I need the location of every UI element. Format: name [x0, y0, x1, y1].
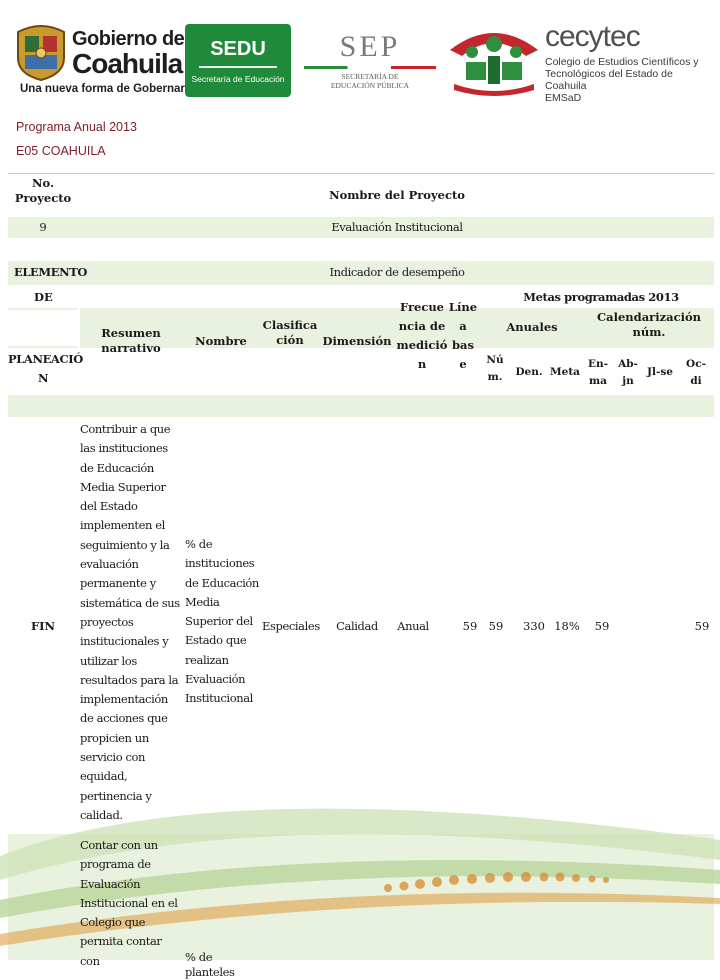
elemento-label: ELEMENTO	[14, 265, 87, 279]
elemento-gap	[8, 310, 78, 346]
row-clasificacion: Especiales	[262, 619, 320, 633]
oc-di-header: Oc- di	[686, 358, 706, 387]
ab-jn-header: Ab- jn	[618, 358, 638, 387]
row-resumen: Contribuir a que las instituciones de Educación Media Superior del Estado implementen el seguimiento y la evaluación permanente y sistemática de sus proyectos institucionales y utilizar los resultados para la implementación de acciones que propicien un servicio con equidad, pertinencia y calidad.	[80, 422, 180, 822]
row-2-resumen: Contar con un programa de Evaluación Institucional en el Colegio que permita contar con	[80, 838, 178, 968]
row-den: 330	[523, 619, 545, 633]
table-top-rule	[8, 173, 714, 174]
row-frecuencia: Anual	[397, 619, 429, 633]
nombre-header: Nombre	[195, 334, 247, 348]
planeacion-label: PLANEACIÓ N	[8, 352, 83, 385]
row-num: 59	[488, 619, 504, 633]
row-nombre: % de instituciones de Educación Media Superior del Estado que realizan Evaluación Institucional	[185, 537, 259, 706]
anuales-header: Anuales	[506, 320, 558, 334]
sedu-title: SEDU	[210, 38, 266, 60]
metas-label: Metas programadas 2013	[523, 290, 679, 304]
cecytec-subtitle: Colegio de Estudios Científicos y Tecnológicos del Estado de Coahuila EMSaD	[545, 56, 699, 104]
sedu-subtitle: Secretaría de Educación	[191, 74, 285, 84]
row-meta: 18%	[554, 619, 580, 633]
num-header: Nú m.	[486, 354, 504, 383]
clasificacion-header: Clasifica ción	[262, 318, 318, 347]
linea-base-header: Líne a bas e	[448, 300, 478, 371]
en-ma-header: En- ma	[588, 358, 608, 387]
jl-se-header: Jl-se	[647, 366, 673, 378]
project-name: Evaluación Institucional	[331, 220, 463, 234]
elemento-label-de: DE	[34, 290, 53, 304]
row-linea-base: 59	[462, 619, 478, 633]
row-en-ma: 59	[594, 619, 610, 633]
sep-subtitle: SECRETARÍA DE EDUCACIÓN PÚBLICA	[330, 72, 410, 90]
resumen-header: Resumen narrativo	[101, 326, 161, 355]
den-header: Den.	[515, 366, 543, 378]
frecuencia-header: Frecue ncia de medició n	[396, 300, 448, 371]
coahuila-name-line1: Gobierno de	[72, 28, 185, 50]
project-name-header: Nombre del Proyecto	[329, 188, 465, 202]
project-number: 9	[39, 220, 47, 234]
dimension-header: Dimensión	[322, 334, 392, 348]
sep-title: SEP	[339, 30, 401, 63]
row-oc-di: 59	[694, 619, 710, 633]
row-2-nombre: % de planteles	[185, 950, 235, 979]
coahuila-name-line2: Coahuila	[72, 48, 183, 79]
meta-header: Meta	[550, 366, 580, 378]
project-number-header: No. Proyecto	[14, 176, 72, 205]
program-code: E05 COAHUILA	[16, 144, 106, 158]
spacer-row	[8, 395, 714, 417]
calendarizacion-header: Calendarización núm.	[597, 310, 701, 339]
cecytec-title: cecytec	[545, 20, 640, 53]
row-elemento: FIN	[30, 619, 56, 633]
indicator-label: Indicador de desempeño	[329, 265, 465, 279]
coahuila-slogan: Una nueva forma de Gobernar	[20, 83, 185, 95]
row-dimension: Calidad	[336, 619, 378, 633]
program-title: Programa Anual 2013	[16, 120, 137, 134]
